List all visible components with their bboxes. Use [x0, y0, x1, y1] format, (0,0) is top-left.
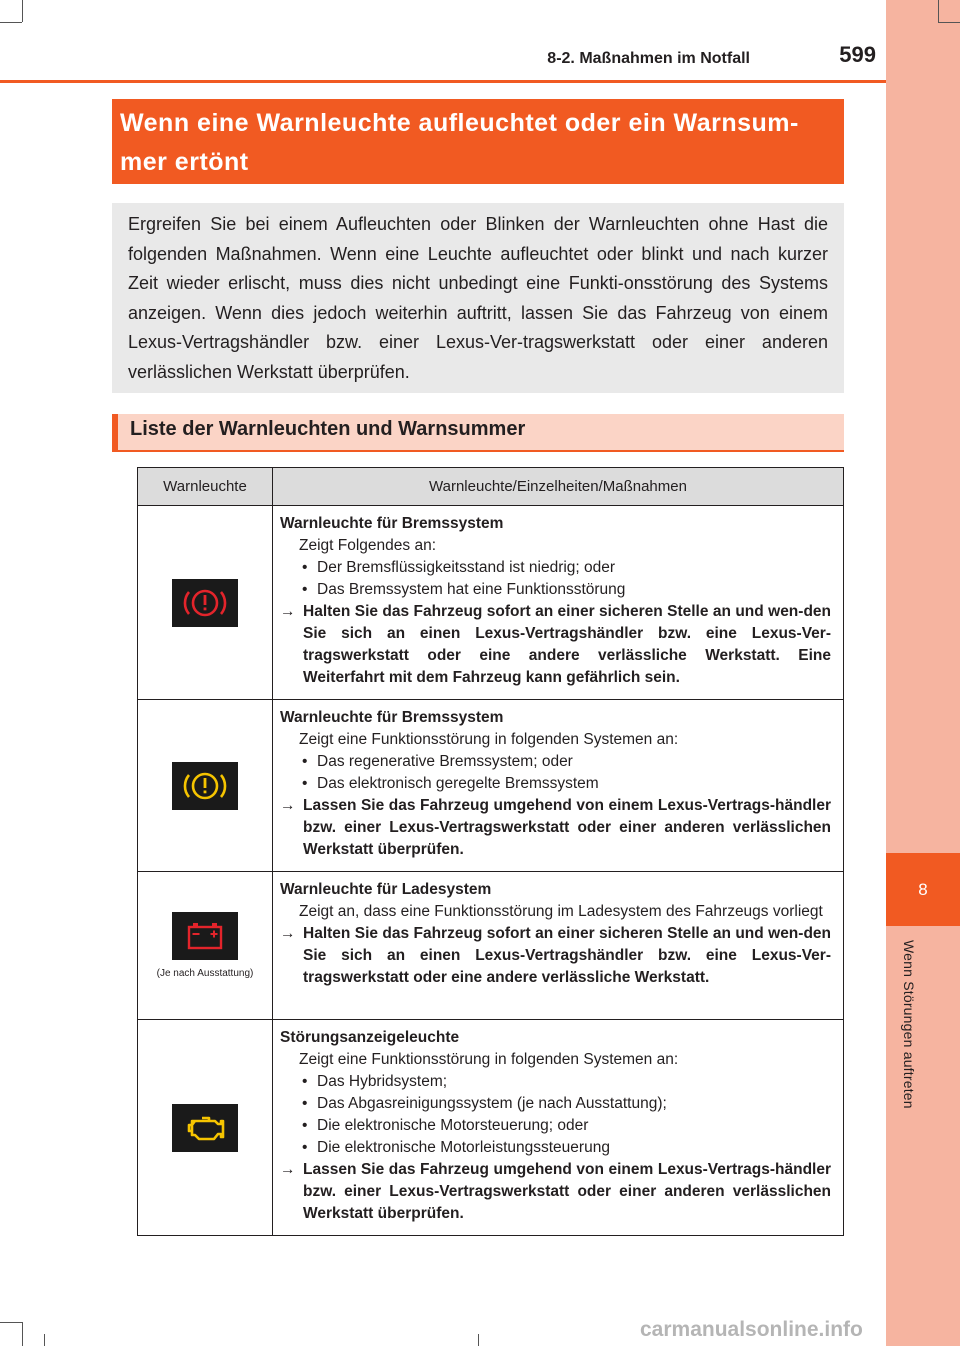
section-title: Wenn eine Warnleuchte aufleuchtet oder ein Warnsum-mer ertönt — [112, 99, 844, 184]
crop-mark — [22, 0, 23, 22]
crop-mark — [938, 22, 960, 23]
header-rule — [0, 80, 886, 83]
lamp-title: Störungsanzeigeleuchte — [280, 1029, 460, 1046]
lamp-action: → Halten Sie das Fahrzeug sofort an einer sicheren Stelle an und wen-den Sie sich an einen Lexus-Vertragshändler bzw. eine Lexus-Ver-tragswerkstatt oder eine andere verlässliche Werkstatt. — [280, 925, 831, 986]
lamp-cell — [138, 872, 273, 1020]
chapter-number-tab[interactable]: 8 — [886, 853, 960, 926]
lamp-description — [273, 1020, 844, 1236]
running-header-section: 8-2. Maßnahmen im Notfall — [547, 50, 750, 67]
crop-mark — [478, 1334, 479, 1346]
chapter-title: Wenn Störungen auftreten — [901, 940, 917, 1109]
brake-warning-red-icon — [172, 579, 238, 627]
footer-watermark: carmanualsonline.info — [640, 1318, 863, 1341]
lamp-title: Warnleuchte für Bremssystem — [280, 515, 504, 532]
table-row — [138, 506, 844, 700]
list-item: • Das Abgasreinigungssystem (je nach Ausstattung); — [302, 1095, 667, 1112]
arrow-right-icon: → — [280, 925, 296, 942]
list-item: • Das Bremssystem hat eine Funktionsstörung — [302, 581, 626, 598]
lamp-action: → Lassen Sie das Fahrzeug umgehend von einem Lexus-Vertrags-händler bzw. einer Lexus-Vertragswerkstatt oder einer anderen verlässlichen Werkstatt überprüfen. — [280, 797, 831, 858]
lamp-description — [273, 872, 844, 1020]
crop-mark — [0, 1322, 22, 1323]
list-item: • Das regenerative Bremssystem; oder — [302, 753, 573, 770]
engine-check-icon — [172, 1104, 238, 1152]
column-header-details: Warnleuchte/Einzelheiten/Maßnahmen — [273, 468, 844, 506]
list-item: • Das Hybridsystem; — [302, 1073, 448, 1090]
lamp-cell — [138, 506, 273, 700]
list-item: • Die elektronische Motorleistungssteuerung — [302, 1139, 610, 1156]
lamp-action: → Halten Sie das Fahrzeug sofort an einer sicheren Stelle an und wen-den Sie sich an einen Lexus-Vertragshändler bzw. eine Lexus-Ver-tragswerkstatt oder eine andere verlässliche Werkstatt. Eine Weiterfahrt mit dem Fahrzeug kann gefährlich sein. — [280, 603, 831, 686]
page-number: 599 — [839, 42, 876, 67]
lamp-intro: Zeigt eine Funktionsstörung in folgenden Systemen an: — [299, 731, 679, 748]
intro-text: Ergreifen Sie bei einem Aufleuchten oder Blinken der Warnleuchten ohne Hast die folgenden Maßnahmen. Wenn eine Leuchte aufleuchtet oder blinkt und nach kurzer Zeit wieder erlischt, muss dies nicht unbedingt eine Funkti-onsstörung des Systems anzeigen. Wenn dies jedoch weiterhin auftritt, lassen Sie das Fahrzeug von einem Lexus-Vertragshändler bzw. einer Lexus-Ver-tragswerkstatt oder einer anderen verlässlichen Werkstatt überprüfen. — [112, 203, 844, 393]
battery-charging-icon — [172, 912, 238, 960]
crop-mark — [938, 0, 939, 22]
arrow-right-icon: → — [280, 797, 296, 814]
table-row — [138, 1020, 844, 1236]
lamp-intro: Zeigt Folgendes an: — [299, 537, 437, 554]
equipment-note: (Je nach Ausstattung) — [156, 968, 254, 979]
crop-mark — [44, 1334, 45, 1346]
subsection-heading: Liste der Warnleuchten und Warnsummer — [112, 414, 844, 452]
lamp-cell — [138, 700, 273, 872]
lamp-cell — [138, 1020, 273, 1236]
lamp-description — [273, 506, 844, 700]
lamp-intro: Zeigt eine Funktionsstörung in folgenden Systemen an: — [299, 1051, 679, 1068]
column-header-lamp: Warnleuchte — [138, 468, 273, 506]
crop-mark — [0, 22, 22, 23]
lamp-description — [273, 700, 844, 872]
lamp-title: Warnleuchte für Ladesystem — [280, 881, 492, 898]
table-header-row — [138, 468, 844, 506]
crop-mark — [22, 1322, 23, 1346]
lamp-intro: Zeigt an, dass eine Funktionsstörung im Ladesystem des Fahrzeugs vorliegt — [299, 903, 823, 920]
list-item: • Das elektronisch geregelte Bremssystem — [302, 775, 599, 792]
table-row — [138, 700, 844, 872]
lamp-title: Warnleuchte für Bremssystem — [280, 709, 504, 726]
list-item: • Die elektronische Motorsteuerung; oder — [302, 1117, 589, 1134]
warning-light-table — [137, 467, 844, 1236]
brake-warning-yellow-icon — [172, 762, 238, 810]
lamp-action: → Lassen Sie das Fahrzeug umgehend von einem Lexus-Vertrags-händler bzw. einer Lexus-Vertragswerkstatt oder einer anderen verlässlichen Werkstatt überprüfen. — [280, 1161, 831, 1222]
arrow-right-icon: → — [280, 603, 296, 620]
list-item: • Der Bremsflüssigkeitsstand ist niedrig; oder — [302, 559, 616, 576]
table-row — [138, 872, 844, 1020]
arrow-right-icon: → — [280, 1161, 296, 1178]
